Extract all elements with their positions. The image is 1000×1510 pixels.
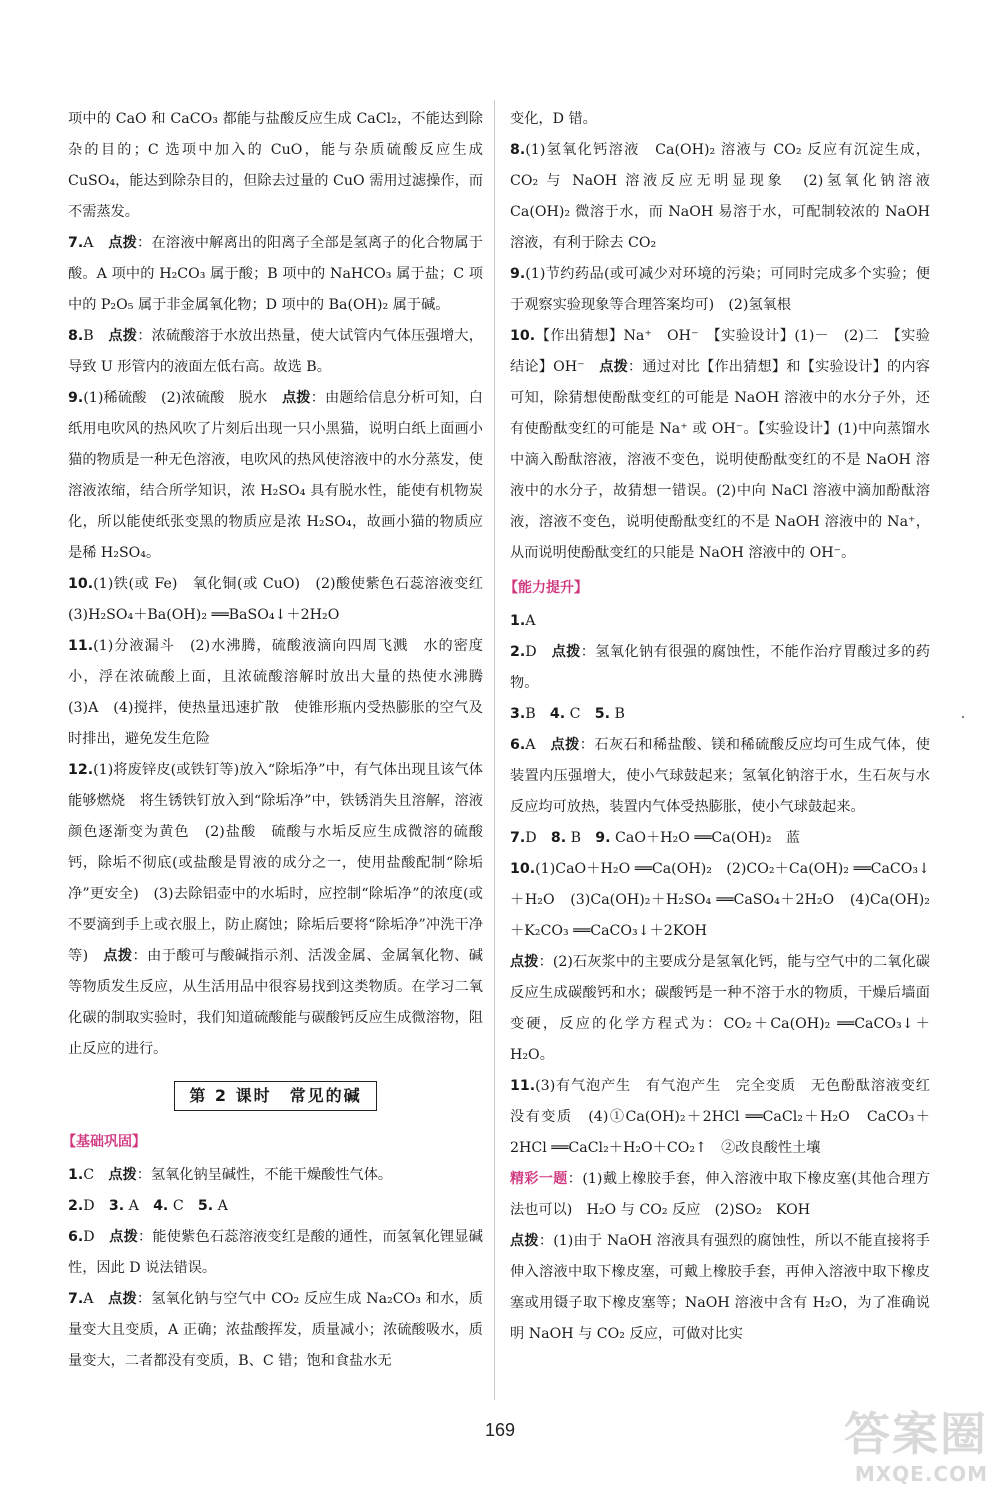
tip-label: 点拨: [103, 948, 133, 964]
tip-label: 点拨: [510, 954, 539, 970]
item-number: 7.: [510, 830, 526, 846]
answer-item: 6.A 点拨：石灰石和稀盐酸、镁和稀硫酸反应均可生成气体，使装置内压强增大，使小气球鼓起来；氢氧化钠溶于水，生石灰与水反应均可放热，装置内气体受热膨胀，使小气球鼓起来。: [510, 737, 930, 815]
item-number: 11.: [68, 638, 94, 654]
stray-dot: [962, 716, 964, 718]
section-label-basic: 【基础巩固】: [62, 1134, 146, 1150]
answer-item: 8.(1)氢氧化钙溶液 Ca(OH)₂ 溶液与 CO₂ 反应有沉淀生成，CO₂ 与 NaOH 溶液反应无明显现象 (2)氢氧化钠溶液 Ca(OH)₂ 微溶于水，而 NaOH 易溶于水，可配制较浓的 NaOH 溶液，有利于除去 CO₂: [510, 142, 945, 251]
watermark-text-bottom: MXQE.COM: [854, 1462, 988, 1486]
item-number: 3.: [108, 1198, 125, 1214]
item-number: 3.: [510, 706, 526, 722]
answer-item: 项中的 CaO 和 CaCO₃ 都能与盐酸反应生成 CaCl₂，不能达到除杂的目的；C 选项中加入的 CuO，能与杂质硫酸反应生成 CuSO₄，能达到除杂目的，但除去过量的 CuO 需用过滤操作，而不需蒸发。: [68, 111, 483, 220]
tip-label: 点拨: [108, 235, 138, 251]
lesson-heading: 第 2 课时 常见的碱: [68, 1081, 483, 1113]
answer-item: 点拨：(1)由于 NaOH 溶液具有强烈的腐蚀性，所以不能直接将手伸入溶液中取下橡皮塞，可戴上橡胶手套，再伸入溶液中取下橡皮塞或用镊子取下橡皮塞等；NaOH 溶液中含有 H₂O，为了准确说明 NaOH 与 CO₂ 反应，可做对比实: [510, 1233, 930, 1342]
item-number: 10.: [510, 861, 536, 877]
tip-label: 点拨: [108, 1291, 137, 1307]
item-number: 12.: [68, 762, 94, 778]
item-number: 9.: [68, 390, 84, 406]
item-number: 2.: [510, 644, 526, 660]
page-number: 169: [484, 1420, 516, 1440]
tip-label: 点拨: [551, 644, 581, 660]
item-number: 11.: [510, 1078, 536, 1094]
answer-item: 7.A 点拨：氢氧化钠与空气中 CO₂ 反应生成 Na₂CO₃ 和水，质量变大且变质，A 正确；浓盐酸挥发，质量减小；浓硫酸吸水，质量变大，二者都没有变质，B、C 错；饱和食盐水无: [68, 1291, 483, 1369]
answer-item: 变化，D 错。: [510, 111, 597, 127]
tip-label: 点拨: [108, 328, 138, 344]
answer-item: 11.(3)有气泡产生 有气泡产生 完全变质 无色酚酞溶液变红 没有变质 (4)①Ca(OH)₂＋2HCl ══CaCl₂＋H₂O CaCO₃＋2HCl ══CaCl₂＋H₂O＋CO₂↑ ②改良酸性土壤: [510, 1078, 945, 1156]
tip-label: 点拨: [550, 737, 580, 753]
item-number: 10.: [510, 328, 536, 344]
watermark-logo: [818, 1406, 988, 1502]
answer-item: 精彩一题：(1)戴上橡胶手套，伸入溶液中取下橡皮塞(其他合理方法也可以) H₂O 与 CO₂ 反应 (2)SO₂ KOH: [510, 1171, 931, 1218]
answer-item: 点拨：(2)石灰浆中的主要成分是氢氧化钙，能与空气中的二氧化碳反应生成碳酸钙和水；碳酸钙是一种不溶于水的物质，干燥后墙面变硬，反应的化学方程式为：CO₂＋Ca(OH)₂ ══CaCO₃↓＋H₂O。: [510, 954, 930, 1063]
item-number: 7.: [68, 1291, 84, 1307]
item-number: 9.: [595, 830, 611, 846]
answer-item: 11.(1)分液漏斗 (2)水沸腾，硫酸液滴向四周飞溅 水的密度小，浮在浓硫酸上面，且浓硫酸溶解时放出大量的热使水沸腾 (3)A (4)搅拌，使热量迅速扩散 使锥形瓶内受热膨胀的空气及时排出，避免发生危险: [68, 638, 498, 747]
item-number: 5.: [594, 706, 610, 722]
item-number: 8.: [510, 142, 526, 158]
section-label-ability: 【能力提升】: [504, 580, 588, 596]
answer-item: 2.D 点拨：氢氧化钠有很强的腐蚀性，不能作治疗胃酸过多的药物。: [510, 644, 930, 691]
column-divider: [494, 100, 495, 1400]
item-number: 1.: [68, 1167, 84, 1183]
item-number: 9.: [510, 266, 526, 282]
answer-item: 1.A: [510, 613, 536, 629]
tip-label: 点拨: [109, 1229, 138, 1245]
answer-item: 9.(1)节约药品(或可减少对环境的污染；可同时完成多个实验；便于观察实验现象等合理答案均可) (2)氢氧根: [510, 266, 930, 313]
answer-item: 2.D 3. A 4. C 5. A: [68, 1198, 228, 1214]
item-number: 2.: [68, 1198, 84, 1214]
item-number: 5.: [197, 1198, 214, 1214]
answer-item: 9.(1)稀硫酸 (2)浓硫酸 脱水 点拨：由题给信息分析可知，白纸用电吹风的热风吹了片刻后出现一只小黑猫，说明白纸上面画小猫的物质是一种无色溶液，电吹风的热风使溶液中的水分蒸发，使溶液浓缩，结合所学知识，浓 H₂SO₄ 具有脱水性，能使有机物炭化，所以能使纸张变黑的物质应是浓 H₂SO₄，故画小猫的物质应是稀 H₂SO₄。: [68, 390, 483, 561]
section-label-special: 精彩一题: [510, 1171, 568, 1187]
item-number: 4.: [549, 706, 566, 722]
item-number: 1.: [510, 613, 526, 629]
left-column: [62, 104, 498, 1377]
answer-item: 8.B 点拨：浓硫酸溶于水放出热量，使大试管内气体压强增大，导致 U 形管内的液面左低右高。故选 B。: [68, 328, 483, 375]
item-number: 6.: [510, 737, 526, 753]
tip-label: 点拨: [599, 359, 629, 375]
answer-item: 6.D 点拨：能使紫色石蕊溶液变红是酸的通性，而氢氧化锂显碱性，因此 D 说法错误。: [68, 1229, 483, 1276]
item-number: 10.: [68, 576, 94, 592]
tip-label: 点拨: [281, 390, 311, 406]
item-number: 7.: [68, 235, 84, 251]
answer-item: 12.(1)将废锌皮(或铁钉等)放入“除垢净”中，有气体出现且该气体能够燃烧 将生锈铁钉放入到“除垢净”中，铁锈消失且溶解，溶液颜色逐渐变为黄色 (2)盐酸 硫酸与水垢反应生成微溶的硫酸钙，除垢不彻底(或盐酸是胃液的成分之一，使用盐酸配制“除垢净”更安全) (3)去除铝壶中的水垢时，应控制“除垢净”的浓度(或不要滴到手上或衣服上，防止腐蚀；除垢后要将“除垢净”冲洗干净等) 点拨：由于酸可与酸碱指示剂、活泼金属、金属氧化物、碱等物质发生反应，从生活用品中很容易找到这类物质。在学习二氧化碳的制取实验时，我们知道硫酸能与碳酸钙反应生成微溶物，阻止反应的进行。: [68, 762, 483, 1057]
answer-item: 10.(1)铁(或 Fe) 氧化铜(或 CuO) (2)酸使紫色石蕊溶液变红 (3)H₂SO₄＋Ba(OH)₂ ══BaSO₄↓＋2H₂O: [68, 576, 498, 623]
item-number: 6.: [68, 1229, 84, 1245]
answer-item: 1.C 点拨：氢氧化钠呈碱性，不能干燥酸性气体。: [68, 1167, 393, 1183]
answer-item: 3.B 4. C 5. B: [510, 706, 625, 722]
tip-label: 点拨: [510, 1233, 539, 1249]
tip-label: 点拨: [108, 1167, 137, 1183]
item-number: 8.: [68, 328, 84, 344]
answer-item: 10.【作出猜想】Na⁺ OH⁻ 【实验设计】(1)－ (2)二 【实验结论】OH⁻ 点拨：通过对比【作出猜想】和【实验设计】的内容可知，除猜想使酚酞变红的可能是 NaOH 溶液中的水分子外，还有使酚酞变红的可能是 Na⁺ 或 OH⁻。【实验设计】(1)中向蒸馏水中滴入酚酞溶液，溶液不变色，说明使酚酞变红的不是 NaOH 溶液中的水分子，故猜想一错误。(2)中向 NaCl 溶液中滴加酚酞溶液，溶液不变色，说明使酚酞变红的不是 NaOH 溶液中的 Na⁺，从而说明使酚酞变红的只能是 NaOH 溶液中的 OH⁻。: [510, 328, 930, 561]
right-column: [504, 104, 945, 1350]
answer-item: 7.A 点拨：在溶液中解离出的阳离子全部是氢离子的化合物属于酸。A 项中的 H₂CO₃ 属于酸；B 项中的 NaHCO₃ 属于盐；C 项中的 P₂O₅ 属于非金属氧化物；D 项中的 Ba(OH)₂ 属于碱。: [68, 235, 483, 313]
answer-item: 10.(1)CaO＋H₂O ══Ca(OH)₂ (2)CO₂＋Ca(OH)₂ ══CaCO₃↓＋H₂O (3)Ca(OH)₂＋H₂SO₄ ══CaSO₄＋2H₂O (4)Ca(OH)₂＋K₂CO₃ ══CaCO₃↓＋2KOH: [510, 861, 930, 939]
item-number: 4.: [153, 1198, 169, 1214]
item-number: 8.: [550, 830, 567, 846]
watermark-text-top: 答案圈: [844, 1407, 988, 1461]
answer-item: 7.D 8. B 9. CaO＋H₂O ══Ca(OH)₂ 蓝: [510, 830, 800, 846]
